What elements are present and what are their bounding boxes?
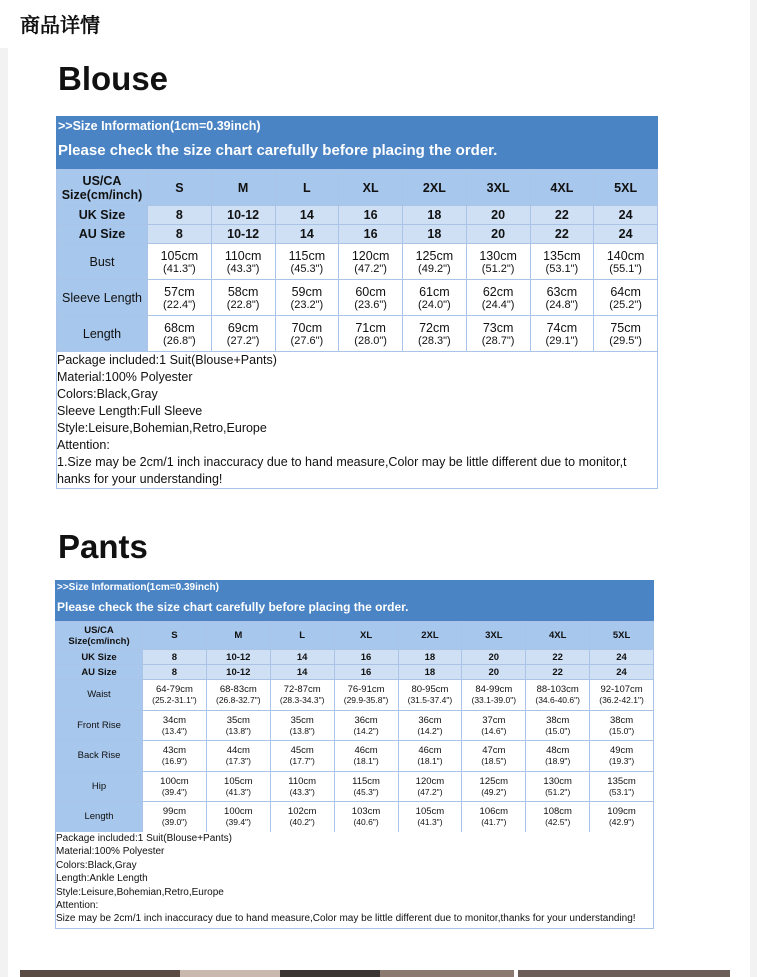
measure-cell xyxy=(334,710,398,741)
cm-value: 69cm xyxy=(227,320,259,335)
cm-value: 140cm xyxy=(606,248,645,263)
note-line: Style:Leisure,Bohemian,Retro,Europe xyxy=(56,886,224,898)
inch-value: (36.2-42.1") xyxy=(599,695,644,706)
measure-cell xyxy=(206,771,270,802)
cm-value: 57cm xyxy=(164,284,195,299)
size-header: 3XL xyxy=(462,622,526,650)
cm-value: 68cm xyxy=(164,320,195,335)
measure-cell xyxy=(148,244,212,280)
cm-value: 46cm xyxy=(354,745,378,757)
uk-size-cell: 16 xyxy=(334,650,398,665)
inch-value: (51.2") xyxy=(545,786,571,797)
product-photo[interactable] xyxy=(280,970,380,977)
size-header: S xyxy=(148,170,212,206)
measure-cell xyxy=(403,244,467,280)
cm-value: 59cm xyxy=(291,284,323,299)
blouse-size-table xyxy=(56,169,658,352)
inch-value: (41.7") xyxy=(481,817,507,828)
uk-size-cell: 22 xyxy=(530,206,594,225)
measure-cell xyxy=(462,741,526,772)
measure-cell xyxy=(211,316,275,352)
cm-value: 47cm xyxy=(482,745,506,757)
inch-value: (14.6") xyxy=(481,725,507,736)
cm-value: 84-99cm xyxy=(475,684,513,696)
cm-value: 45cm xyxy=(290,745,314,757)
measure-cell xyxy=(398,802,462,833)
cm-value: 76-91cm xyxy=(347,684,385,696)
measure-cell xyxy=(526,710,590,741)
measure-cell xyxy=(206,680,270,711)
au-size-cell: 24 xyxy=(594,225,658,244)
inch-value: (18.1") xyxy=(353,756,379,767)
measure-cell xyxy=(206,741,270,772)
measure-cell xyxy=(270,802,334,833)
cm-value: 88-103cm xyxy=(536,684,579,696)
cm-value: 35cm xyxy=(290,714,314,726)
uk-size-cell: 24 xyxy=(590,650,654,665)
cm-value: 38cm xyxy=(546,714,570,726)
size-header: 5XL xyxy=(590,622,654,650)
measure-cell xyxy=(143,741,207,772)
cm-value: 48cm xyxy=(546,745,570,757)
product-photo[interactable] xyxy=(180,970,280,977)
corner-header: US/CA Size(cm/inch) xyxy=(56,622,143,650)
measure-label: Sleeve Length xyxy=(57,280,148,316)
inch-value: (29.5") xyxy=(609,334,642,347)
inch-value: (39.4") xyxy=(161,786,188,797)
cm-value: 73cm xyxy=(482,320,514,335)
inch-value: (39.4") xyxy=(225,817,251,828)
inch-value: (15.0") xyxy=(545,725,571,736)
measure-cell xyxy=(398,741,462,772)
cm-value: 92-107cm xyxy=(600,684,643,696)
inch-value: (49.2") xyxy=(418,262,451,275)
uk-size-cell: 8 xyxy=(148,206,212,225)
measure-cell xyxy=(530,280,594,316)
uk-size-cell: 16 xyxy=(339,206,403,225)
cm-value: 103cm xyxy=(351,806,381,818)
note-line: 1.Size may be 2cm/1 inch inaccuracy due to hand measure,Color may be little different due to monitor,t xyxy=(57,455,627,469)
measure-cell xyxy=(530,244,594,280)
cm-value: 44cm xyxy=(226,745,250,757)
measure-cell xyxy=(590,741,654,772)
pants-banner-line1: >>Size Information(1cm=0.39inch) xyxy=(57,582,219,593)
measure-label: Length xyxy=(56,802,143,833)
inch-value: (31.5-37.4") xyxy=(407,695,453,706)
uk-size-cell: 20 xyxy=(462,650,526,665)
note-line: Colors:Black,Gray xyxy=(56,859,137,871)
note-line: Attention: xyxy=(56,900,99,912)
product-photo[interactable] xyxy=(518,970,730,977)
measure-label: Front Rise xyxy=(56,710,143,741)
size-header: 2XL xyxy=(403,170,467,206)
note-line: Material:100% Polyester xyxy=(57,370,193,384)
cm-value: 64-79cm xyxy=(155,684,193,696)
uk-size-cell: 22 xyxy=(526,650,590,665)
uk-size-cell: 14 xyxy=(270,650,334,665)
measure-cell xyxy=(590,771,654,802)
inch-value: (18.5") xyxy=(481,756,507,767)
inch-value: (33.1-39.0") xyxy=(471,695,517,706)
inch-value: (49.2") xyxy=(481,786,507,797)
inch-value: (25.2") xyxy=(609,298,642,311)
size-header: 5XL xyxy=(594,170,658,206)
measure-label: Waist xyxy=(56,680,143,711)
inch-value: (39.0") xyxy=(161,817,188,828)
cm-value: 58cm xyxy=(227,284,259,299)
au-size-cell: 14 xyxy=(275,225,339,244)
uk-size-cell: 24 xyxy=(594,206,658,225)
pants-banner xyxy=(55,580,654,621)
size-header: M xyxy=(211,170,275,206)
inch-value: (43.3") xyxy=(289,786,315,797)
measure-cell xyxy=(398,710,462,741)
cm-value: 106cm xyxy=(479,806,509,818)
uk-size-cell: 14 xyxy=(275,206,339,225)
size-header: XL xyxy=(334,622,398,650)
inch-value: (34.6-40.6") xyxy=(535,695,580,706)
inch-value: (28.3") xyxy=(418,334,451,347)
note-line: Style:Leisure,Bohemian,Retro,Europe xyxy=(57,421,267,435)
inch-value: (13.8") xyxy=(289,725,315,736)
cm-value: 37cm xyxy=(482,714,506,726)
measure-cell xyxy=(143,771,207,802)
measure-cell xyxy=(211,280,275,316)
note-line: Attention: xyxy=(57,438,110,452)
measure-cell xyxy=(398,771,462,802)
pants-size-table xyxy=(55,621,654,833)
note-line: Colors:Black,Gray xyxy=(57,387,158,401)
measure-cell xyxy=(594,244,658,280)
cm-value: 75cm xyxy=(610,320,641,335)
blouse-banner xyxy=(56,116,658,169)
note-line: Material:100% Polyester xyxy=(56,846,165,858)
cm-value: 49cm xyxy=(609,745,634,757)
cm-value: 61cm xyxy=(419,284,450,299)
inch-value: (40.2") xyxy=(289,817,315,828)
inch-value: (53.1") xyxy=(545,262,579,275)
uk-size-label: UK Size xyxy=(56,650,143,665)
size-header: XL xyxy=(339,170,403,206)
inch-value: (53.1") xyxy=(608,786,635,797)
inch-value: (13.8") xyxy=(225,725,251,736)
uk-size-cell: 8 xyxy=(143,650,207,665)
cm-value: 99cm xyxy=(162,806,187,818)
uk-size-cell: 10-12 xyxy=(206,650,270,665)
cm-value: 110cm xyxy=(288,775,317,787)
inch-value: (43.3") xyxy=(226,262,260,275)
measure-cell xyxy=(275,280,339,316)
inch-value: (28.0") xyxy=(354,334,387,347)
size-header: L xyxy=(270,622,334,650)
cm-value: 36cm xyxy=(354,714,378,726)
inch-value: (47.2") xyxy=(354,262,387,275)
au-size-label: AU Size xyxy=(56,665,143,680)
cm-value: 34cm xyxy=(162,714,187,726)
measure-cell xyxy=(275,244,339,280)
measure-cell xyxy=(270,771,334,802)
measure-cell xyxy=(466,244,530,280)
blouse-banner-line1: >>Size Information(1cm=0.39inch) xyxy=(58,119,261,133)
cm-value: 70cm xyxy=(291,320,323,335)
cm-value: 105cm xyxy=(160,248,199,263)
inch-value: (45.3") xyxy=(290,262,324,275)
au-size-cell: 18 xyxy=(398,665,462,680)
cm-value: 105cm xyxy=(415,806,445,818)
measure-cell xyxy=(462,771,526,802)
au-size-cell: 10-12 xyxy=(211,225,275,244)
cm-value: 71cm xyxy=(355,320,386,335)
au-size-cell: 14 xyxy=(270,665,334,680)
cm-value: 46cm xyxy=(418,745,442,757)
inch-value: (41.3") xyxy=(225,786,251,797)
cm-value: 38cm xyxy=(609,714,634,726)
uk-size-cell: 20 xyxy=(466,206,530,225)
measure-cell xyxy=(339,280,403,316)
note-line: Package included:1 Suit(Blouse+Pants) xyxy=(56,833,232,844)
size-header: M xyxy=(206,622,270,650)
uk-size-label: UK Size xyxy=(57,206,148,225)
inch-value: (17.3") xyxy=(225,756,251,767)
inch-value: (42.9") xyxy=(608,817,635,828)
inch-value: (24.8") xyxy=(545,298,579,311)
cm-value: 35cm xyxy=(226,714,250,726)
au-size-cell: 16 xyxy=(334,665,398,680)
note-line: Size may be 2cm/1 inch inaccuracy due to hand measure,Color may be little different due to monitor,thanks for your understanding! xyxy=(56,913,636,925)
inch-value: (26.8") xyxy=(163,334,196,347)
measure-cell xyxy=(270,710,334,741)
measure-label: Bust xyxy=(57,244,148,280)
inch-value: (17.7") xyxy=(289,756,315,767)
measure-cell xyxy=(462,802,526,833)
uk-size-cell: 18 xyxy=(398,650,462,665)
product-photo[interactable] xyxy=(380,970,514,977)
measure-cell xyxy=(403,280,467,316)
au-size-cell: 8 xyxy=(143,665,207,680)
cm-value: 72cm xyxy=(419,320,450,335)
measure-label: Hip xyxy=(56,771,143,802)
inch-value: (14.2") xyxy=(417,725,443,736)
inch-value: (22.4") xyxy=(163,298,196,311)
note-line: Package included:1 Suit(Blouse+Pants) xyxy=(57,353,277,367)
pants-banner-line2: Please check the size chart carefully before placing the order. xyxy=(57,600,409,614)
pants-notes xyxy=(55,832,654,929)
measure-cell xyxy=(398,680,462,711)
inch-value: (28.3-34.3") xyxy=(279,695,325,706)
cm-value: 130cm xyxy=(543,775,572,787)
measure-cell xyxy=(526,741,590,772)
product-photo[interactable] xyxy=(20,970,180,977)
inch-value: (25.2-31.1") xyxy=(152,695,197,706)
inch-value: (45.3") xyxy=(353,786,379,797)
measure-cell xyxy=(143,802,207,833)
cm-value: 130cm xyxy=(479,248,517,263)
cm-value: 105cm xyxy=(224,775,253,787)
au-size-cell: 22 xyxy=(530,225,594,244)
inch-value: (14.2") xyxy=(353,725,379,736)
cm-value: 125cm xyxy=(479,775,509,787)
measure-cell xyxy=(334,771,398,802)
measure-cell xyxy=(206,710,270,741)
cm-value: 68-83cm xyxy=(219,684,257,696)
cm-value: 60cm xyxy=(355,284,386,299)
au-size-cell: 10-12 xyxy=(206,665,270,680)
size-header: 2XL xyxy=(398,622,462,650)
inch-value: (19.3") xyxy=(608,756,635,767)
size-header: S xyxy=(143,622,207,650)
inch-value: (18.9") xyxy=(545,756,571,767)
corner-header: US/CA Size(cm/inch) xyxy=(57,170,148,206)
inch-value: (41.3") xyxy=(417,817,443,828)
au-size-cell: 18 xyxy=(403,225,467,244)
measure-cell xyxy=(590,710,654,741)
measure-cell xyxy=(403,316,467,352)
au-size-cell: 8 xyxy=(148,225,212,244)
uk-size-cell: 10-12 xyxy=(211,206,275,225)
product-photo-strip xyxy=(20,970,730,977)
inch-value: (24.0") xyxy=(418,298,451,311)
inch-value: (13.4") xyxy=(161,725,188,736)
inch-value: (15.0") xyxy=(608,725,635,736)
measure-cell xyxy=(462,710,526,741)
measure-cell xyxy=(148,280,212,316)
measure-cell xyxy=(275,316,339,352)
cm-value: 43cm xyxy=(162,745,187,757)
size-header: 3XL xyxy=(466,170,530,206)
measure-cell xyxy=(334,741,398,772)
uk-size-cell: 18 xyxy=(403,206,467,225)
measure-cell xyxy=(143,680,207,711)
cm-value: 110cm xyxy=(224,248,262,263)
cm-value: 135cm xyxy=(543,248,581,263)
measure-cell xyxy=(211,244,275,280)
cm-value: 64cm xyxy=(610,284,641,299)
note-line: Length:Ankle Length xyxy=(56,873,148,885)
inch-value: (41.3") xyxy=(163,262,196,275)
measure-cell xyxy=(270,680,334,711)
blouse-title: Blouse xyxy=(58,60,169,97)
measure-cell xyxy=(148,316,212,352)
inch-value: (27.2") xyxy=(226,334,260,347)
measure-cell xyxy=(334,802,398,833)
measure-cell xyxy=(594,316,658,352)
cm-value: 72-87cm xyxy=(283,684,321,696)
cm-value: 80-95cm xyxy=(411,684,449,696)
measure-cell xyxy=(530,316,594,352)
inch-value: (42.5") xyxy=(545,817,571,828)
cm-value: 74cm xyxy=(546,320,578,335)
measure-cell xyxy=(526,680,590,711)
inch-value: (40.6") xyxy=(353,817,379,828)
measure-cell xyxy=(526,802,590,833)
au-size-cell: 20 xyxy=(462,665,526,680)
measure-cell xyxy=(339,316,403,352)
cm-value: 115cm xyxy=(288,248,326,263)
au-size-cell: 20 xyxy=(466,225,530,244)
inch-value: (47.2") xyxy=(417,786,443,797)
cm-value: 120cm xyxy=(415,775,445,787)
cm-value: 100cm xyxy=(224,806,253,818)
cm-value: 108cm xyxy=(543,806,572,818)
inch-value: (55.1") xyxy=(609,262,642,275)
inch-value: (23.2") xyxy=(290,298,324,311)
measure-cell xyxy=(526,771,590,802)
measure-cell xyxy=(466,316,530,352)
inch-value: (27.6") xyxy=(290,334,324,347)
header-bar xyxy=(0,0,750,48)
measure-cell xyxy=(462,680,526,711)
inch-value: (51.2") xyxy=(481,262,515,275)
blouse-banner-line2: Please check the size chart carefully before placing the order. xyxy=(58,142,498,159)
pants-title: Pants xyxy=(58,528,148,565)
measure-cell xyxy=(339,244,403,280)
inch-value: (29.9-35.8") xyxy=(343,695,389,706)
page-title: 商品详情 xyxy=(20,13,100,37)
inch-value: (28.7") xyxy=(481,334,515,347)
au-size-label: AU Size xyxy=(57,225,148,244)
inch-value: (29.1") xyxy=(545,334,579,347)
measure-cell xyxy=(590,680,654,711)
au-size-cell: 22 xyxy=(526,665,590,680)
inch-value: (22.8") xyxy=(226,298,260,311)
blouse-notes xyxy=(56,352,658,489)
size-header: L xyxy=(275,170,339,206)
measure-cell xyxy=(594,280,658,316)
cm-value: 63cm xyxy=(546,284,578,299)
cm-value: 125cm xyxy=(415,248,454,263)
cm-value: 109cm xyxy=(607,806,636,818)
cm-value: 62cm xyxy=(482,284,514,299)
inch-value: (16.9") xyxy=(161,756,188,767)
measure-cell xyxy=(334,680,398,711)
measure-cell xyxy=(270,741,334,772)
measure-label: Back Rise xyxy=(56,741,143,772)
measure-cell xyxy=(466,280,530,316)
measure-cell xyxy=(206,802,270,833)
cm-value: 100cm xyxy=(160,775,189,787)
cm-value: 36cm xyxy=(418,714,442,726)
cm-value: 135cm xyxy=(607,775,636,787)
size-header: 4XL xyxy=(530,170,594,206)
cm-value: 115cm xyxy=(352,775,380,787)
au-size-cell: 24 xyxy=(590,665,654,680)
inch-value: (24.4") xyxy=(481,298,515,311)
inch-value: (23.6") xyxy=(354,298,387,311)
measure-cell xyxy=(143,710,207,741)
cm-value: 102cm xyxy=(287,806,317,818)
note-line: Sleeve Length:Full Sleeve xyxy=(57,404,203,418)
inch-value: (26.8-32.7") xyxy=(216,695,261,706)
au-size-cell: 16 xyxy=(339,225,403,244)
inch-value: (18.1") xyxy=(417,756,443,767)
note-line: hanks for your understanding! xyxy=(57,472,223,486)
size-header: 4XL xyxy=(526,622,590,650)
cm-value: 120cm xyxy=(351,248,390,263)
measure-cell xyxy=(590,802,654,833)
measure-label: Length xyxy=(57,316,148,352)
